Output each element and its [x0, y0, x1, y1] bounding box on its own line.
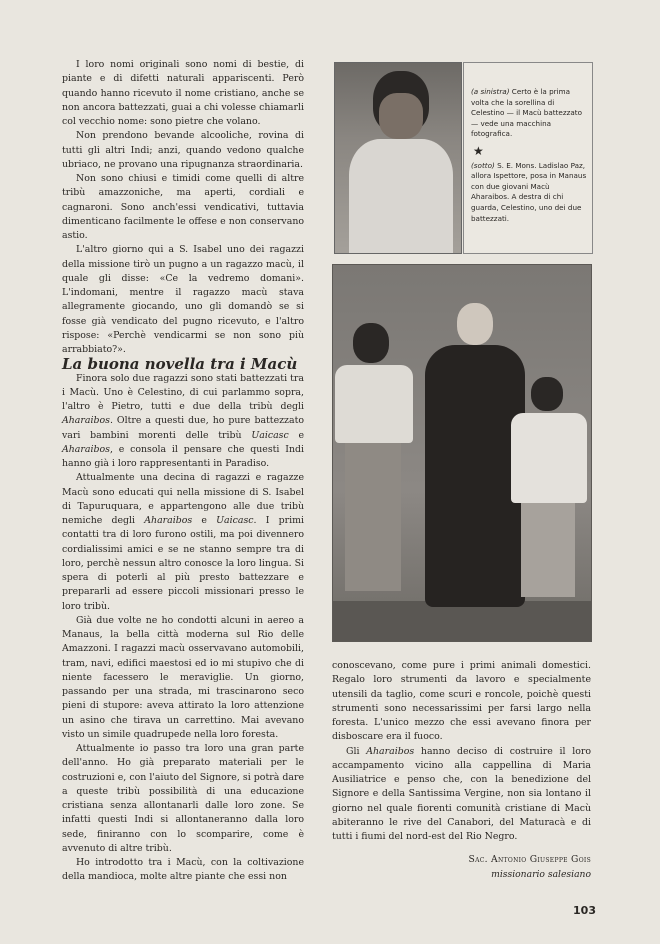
photo-priest-cassock [425, 345, 525, 607]
paragraph-plants: Ho introdotto tra i Macù, con la coltivazione della mandioca, molte altre piante che essi non [62, 857, 304, 883]
photo-caption-box [463, 62, 593, 254]
photo-boy-right-head [531, 377, 563, 411]
paragraph-baptisms: Finora solo due ragazzi sono stati battezzati tra i Macù. Uno è Celestino, di cui parlammo sopra, l'altro è Pietro, tutti e due della tribù degli Aharaibos. Oltre a questi due, ho pure battezzato vari bambini morenti delle tribù Uaicasc e Aharaibos, e consola il pensare che questi Indi hanno già i loro rappresentanti in Paradiso. [62, 372, 305, 469]
paragraph-anecdote: L'altro giorno qui a S. Isabel uno dei ragazzi della missione tirò un pugno a un ragazzo macù, il quale gli disse: «Ce la vedremo domani». L'indomani, mentre il ragazzo macù stava allegramente giocando, uno gli domandò se si fosse già vendicato del pugno ricevuto, e l'altro rispose: «Perchè vendicarmi se non sono più arrabbiato?». [62, 244, 304, 355]
caption-below: (sotto) S. E. Mons. Ladislao Paz, allora Ispettore, posa in Manaus con due giovani Macù Aharaibos. A destra di chi guarda, Celestino, uno dei due battezzati. [471, 160, 587, 223]
photo-boy-left-shirt [335, 365, 413, 443]
photo-priest-head [457, 303, 493, 345]
paragraph-manaus: Già due volte ne ho condotti alcuni in aereo a Manaus, la bella città moderna sul Rio delle Amazzoni. I ragazzi macù osservavano automobili, tram, navi, edifici maestosi ed io mi stupivo che di niente facessero le meraviglie. Un giorno, passando per una strada, mi trascinarono seco pieni di stupore: aveva attirato la loro attenzione un asino che tirava un carrettino. Mai avevano visto un simile quadrupede nella loro foresta. [62, 614, 304, 740]
left-column [62, 58, 304, 885]
paragraph-camp: Gli Aharaibos hanno deciso di costruire il loro accampamento vicino alla cappellina di Maria Ausiliatrice e penso che, con la benedizione del Signore e della Santissima Vergine, non sia lontano il giorno nel quale fiorenti comunità cristiane di Macù abiteranno le rive del Canabori, del Maturacà e di tutti i fiumi del nord-est del Rio Negro. [332, 745, 591, 842]
page-number: 103 [573, 904, 596, 917]
photo-group [332, 264, 592, 642]
photo-boy-right-legs [521, 501, 575, 597]
author-role: missionario salesiano [491, 869, 591, 880]
paragraph-construction: Attualmente io passo tra loro una gran parte dell'anno. Ho già preparato materiali per le costruzioni e, con l'aiuto del Signore, si potrà dare a queste tribù possibilità di una educazione cristiana senza allontanarli dalle loro zone. Se infatti questi Indi si allontaneranno dalla loro sede, finiranno con lo scomparire, come è avvenuto di altre tribù. [62, 743, 304, 854]
photo-boy-left-head [353, 323, 389, 363]
photo-group-grass [333, 601, 591, 641]
photo-girl-dress [349, 139, 453, 254]
paragraph-alcohol: Non prendono bevande alcooliche, rovina di tutti gli altri Indi; anzi, quando vedono qualche ubriaco, ne provano una ripugnanza straordinaria. [62, 130, 304, 170]
photo-boy-right-shirt [511, 413, 587, 503]
paragraph-character: Non sono chiusi e timidi come quelli di altre tribù amazzoniche, ma aperti, cordiali e cagnaroni. Sono anch'essi vendicativi, tuttavia dimenticano facilmente le offese e non conservano astio. [62, 173, 304, 241]
photo-boy-left-legs [345, 441, 401, 591]
caption-left: (a sinistra) Certo è la prima volta che la sorellina di Celestino — il Macù battezzato — vede una macchina fotografica. [471, 87, 582, 139]
section-heading: La buona novella tra i Macù [62, 355, 298, 374]
author-name: Sac. Antonio Giuseppe Gois [468, 854, 591, 865]
right-column [332, 659, 591, 844]
paragraph-education: Attualmente una decina di ragazzi e ragazze Macù sono educati qui nella missione di S. Isabel di Tapuruquara, e appartengono alle due tribù nemiche degli Aharaibos e Uaicasc. I primi contatti tra di loro furono ostili, ma poi divennero cordialissimi amici e se ne stanno sempre tra di loro, perchè nessun altro conosce la loro lingua. Si spera di poterli al più presto battezzare e prepararli ad essere piccoli missionari presso le loro tribù. [62, 472, 304, 612]
star-icon: ★ [473, 143, 484, 158]
author-signature [332, 852, 591, 882]
paragraph-tools: conoscevano, come pure i primi animali domestici. Regalo loro strumenti da lavoro e specialmente utensili da taglio, come scuri e roncole, poichè questi strumenti sono necessarissimi per farsi largo nella foresta. L'unico mezzo che essi avevano finora per disboscare era il fuoco. [332, 660, 591, 743]
photo-girl [334, 62, 462, 254]
paragraph-names: I loro nomi originali sono nomi di bestie, di piante e di difetti naturali appariscenti. Però quando hanno ricevuto il nome cristiano, anche se non ancora battezzati, guai a chi volesse chiamarli col vecchio nome: sono pietre che volano. [62, 59, 304, 127]
photo-girl-face [379, 93, 423, 139]
